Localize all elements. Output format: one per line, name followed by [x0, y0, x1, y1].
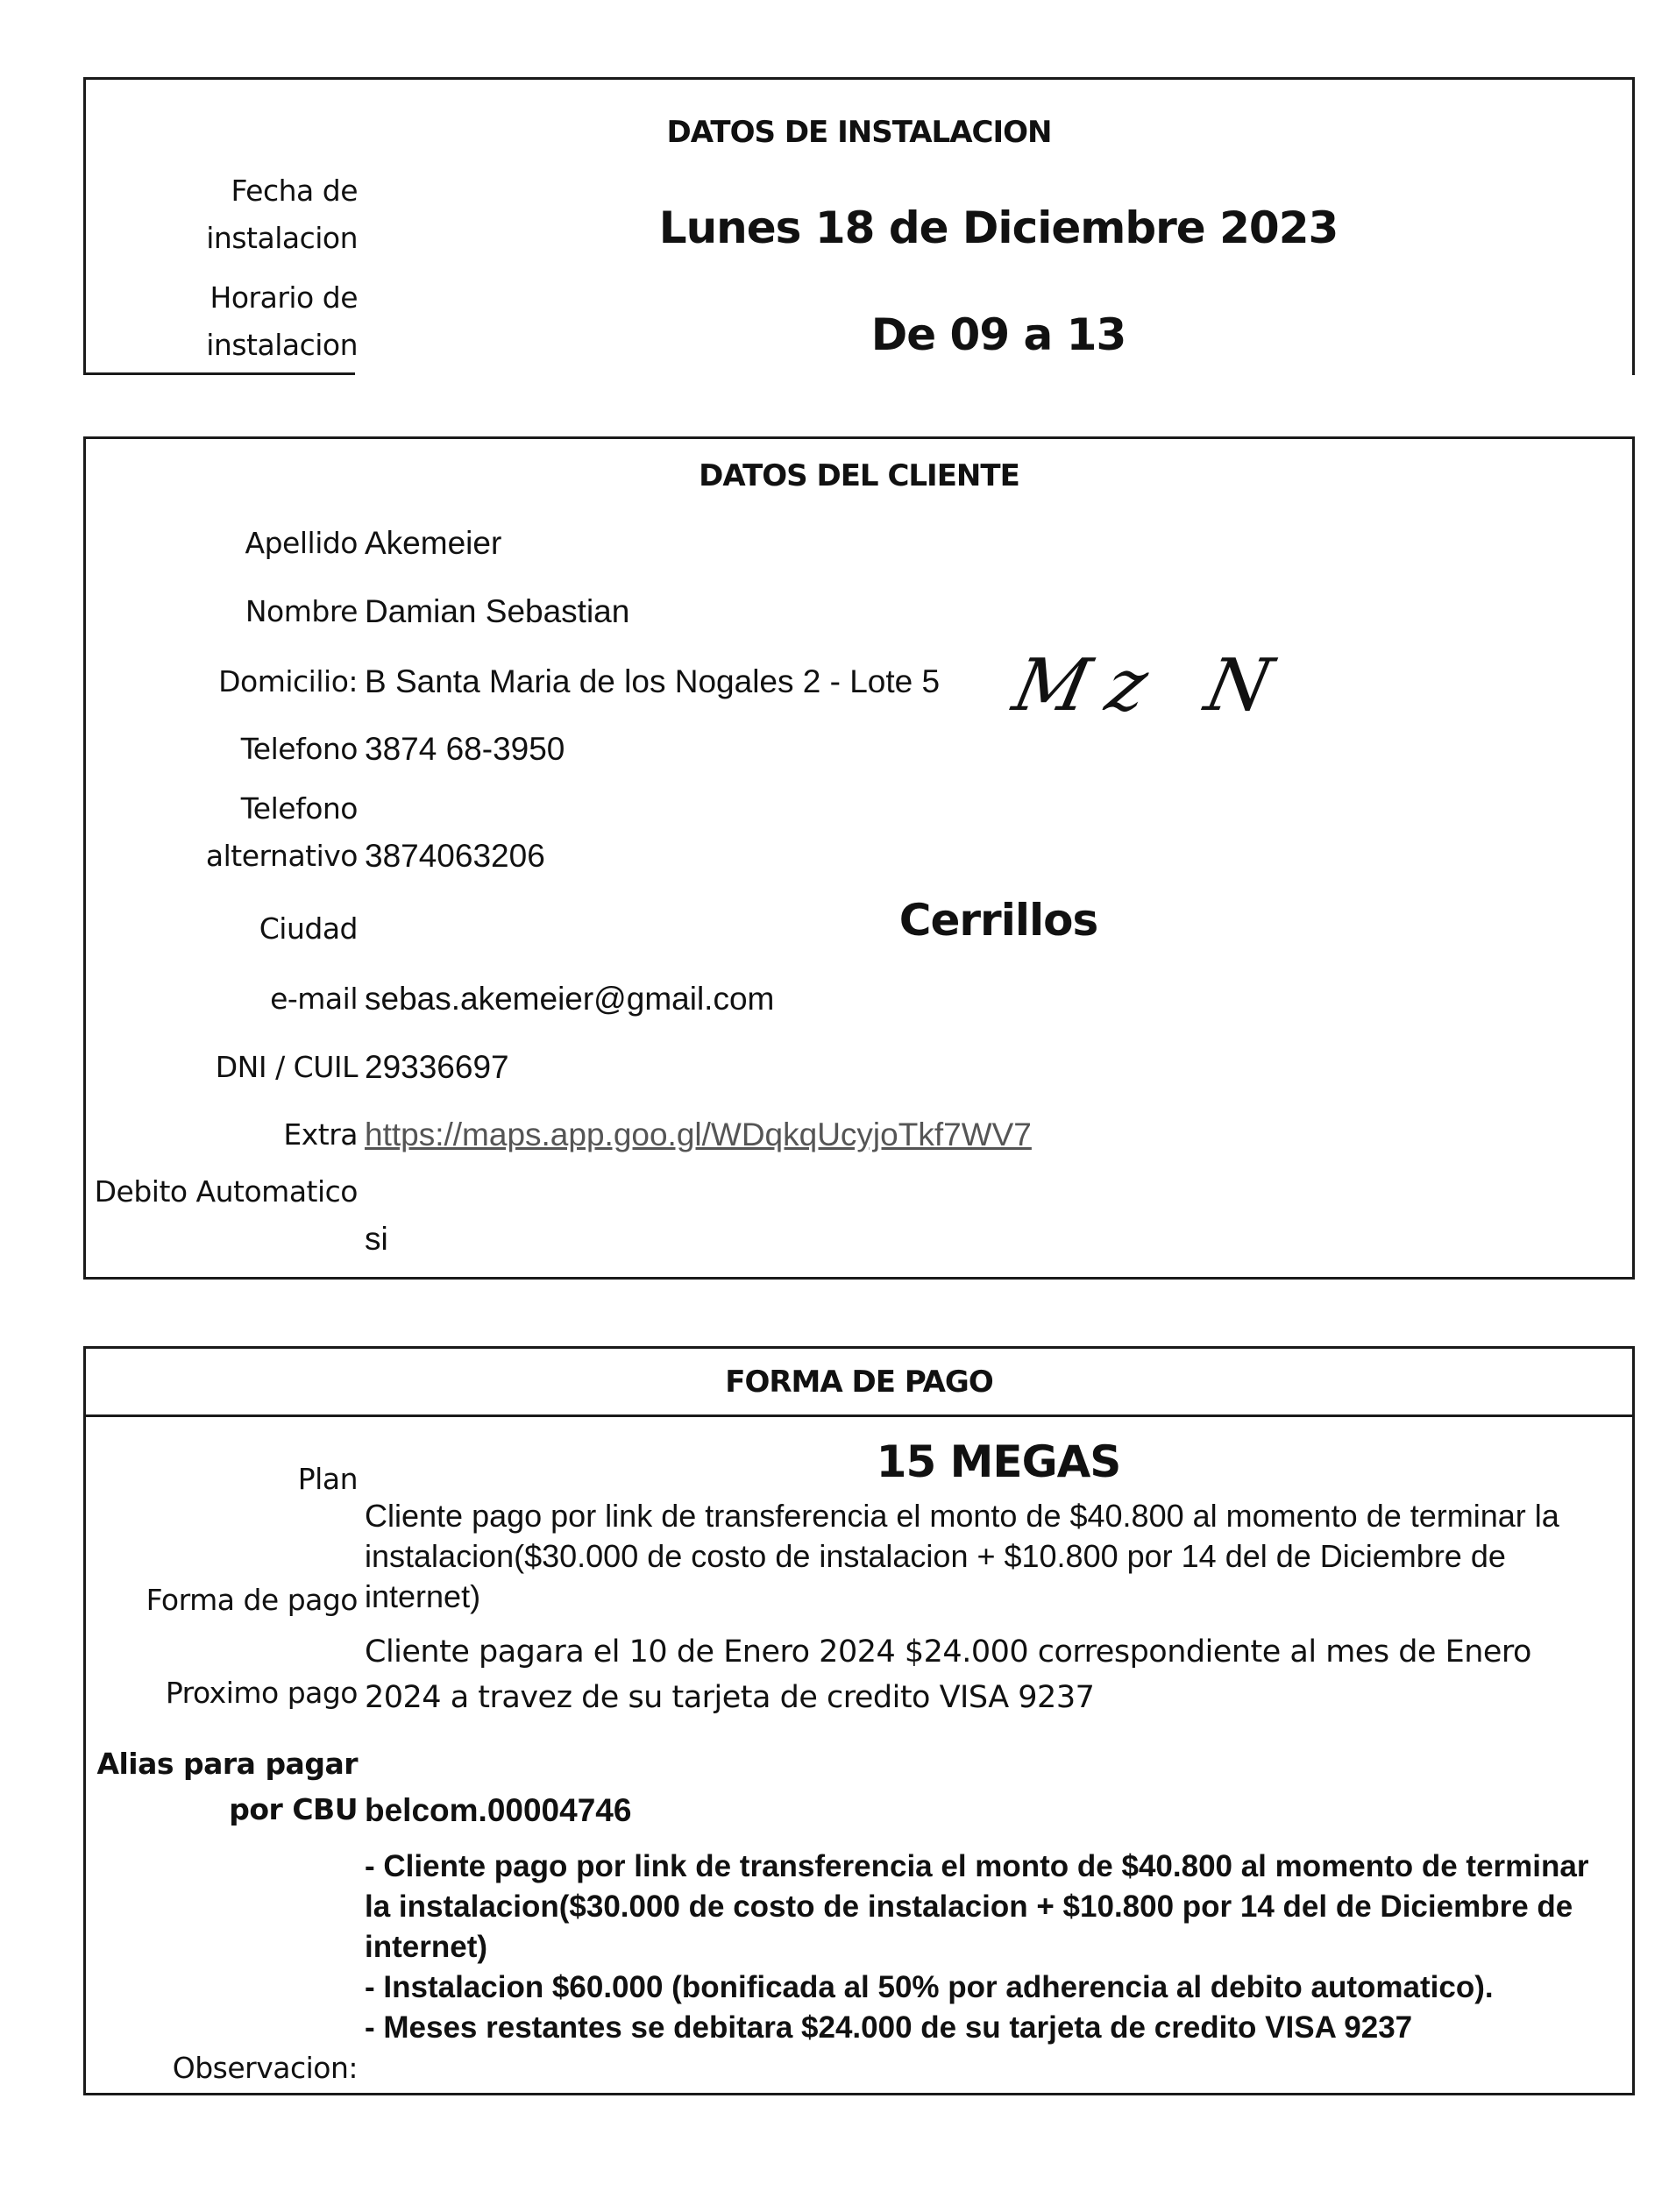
observation-line: - Meses restantes se debitara $24.000 de su tarjeta de credito VISA 9237	[365, 2010, 1413, 2045]
installation-date-value: Lunes 18 de Diciembre 2023	[658, 202, 1339, 253]
divider	[83, 372, 355, 375]
field-proximo-pago	[86, 1629, 1632, 1717]
field-value: 3874 68-3950	[365, 731, 565, 767]
alias-value[interactable]: belcom.00004746	[365, 1792, 632, 1828]
field-label: Forma de pago	[146, 1583, 358, 1617]
observation-line: - Instalacion $60.000 (bonificada al 50% por adherencia al debito automatico).	[365, 1970, 1494, 2004]
field-value: 15 MEGAS	[876, 1436, 1121, 1487]
installation-date-label: Fecha de instalacion	[206, 174, 358, 255]
handwritten-note: Mz N	[1006, 644, 1299, 727]
maps-link[interactable]: https://maps.app.goo.gl/WDqkqUcyjoTkf7WV7	[365, 1117, 1032, 1152]
field-label: Telefono alternativo	[205, 791, 358, 873]
field-label: e-mail	[270, 982, 358, 1016]
payment-section	[83, 1346, 1635, 2095]
field-value: Cliente pagara el 10 de Enero 2024 $24.000 correspondiente al mes de Enero 2024 a travez de su tarjeta de credito VISA 9237	[365, 1634, 1531, 1715]
field-value: 29336697	[365, 1049, 509, 1085]
observation-text	[365, 1847, 1597, 2048]
field-value: B Santa Maria de los Nogales 2 - Lote 5	[365, 663, 941, 699]
field-value: 3874063206	[365, 838, 545, 874]
installation-time-label: Horario de instalacion	[206, 280, 358, 362]
field-label: Extra	[283, 1117, 358, 1152]
field-label: Alias para pagar por CBU	[96, 1747, 358, 1826]
field-observacion	[86, 1847, 1632, 2092]
field-value: Cliente pago por link de transferencia el monto de $40.800 al momento de terminar la instalacion($30.000 de costo de instalacion + $10.800 por 14 del de Diciembre de internet)	[365, 1498, 1559, 1614]
field-value: Akemeier	[365, 525, 502, 561]
field-label: Domicilio:	[218, 664, 358, 698]
field-forma-pago	[86, 1496, 1632, 1619]
installation-title: DATOS DE INSTALACION	[666, 115, 1052, 150]
field-value: Damian Sebastian	[365, 593, 630, 629]
installation-time-value: De 09 a 13	[870, 309, 1126, 360]
divider	[86, 1414, 1632, 1417]
field-label: Debito Automatico	[94, 1174, 358, 1209]
installation-section	[83, 77, 1635, 375]
field-label: Proximo pago	[165, 1676, 358, 1710]
payment-title: FORMA DE PAGO	[725, 1365, 993, 1400]
field-label: Nombre	[245, 594, 358, 628]
observation-line: - Cliente pago por link de transferencia el monto de $40.800 al momento de terminar la instalacion($30.000 de costo de instalacion + $10.800 por 14 del de Diciembre de internet)	[365, 1849, 1589, 1964]
field-value: si	[365, 1221, 388, 1257]
field-label: Observacion:	[172, 2051, 358, 2085]
field-value: sebas.akemeier@gmail.com	[365, 981, 775, 1017]
client-title: DATOS DEL CLIENTE	[699, 458, 1019, 493]
field-label: Apellido	[245, 526, 358, 560]
field-label: Ciudad	[259, 911, 358, 946]
field-label: DNI / CUIL	[215, 1050, 358, 1084]
client-section	[83, 436, 1635, 1280]
field-label: Plan	[297, 1462, 358, 1496]
field-value: Cerrillos	[898, 895, 1098, 946]
field-label: Telefono	[240, 732, 358, 766]
field-alias-cbu	[86, 1741, 1632, 1838]
